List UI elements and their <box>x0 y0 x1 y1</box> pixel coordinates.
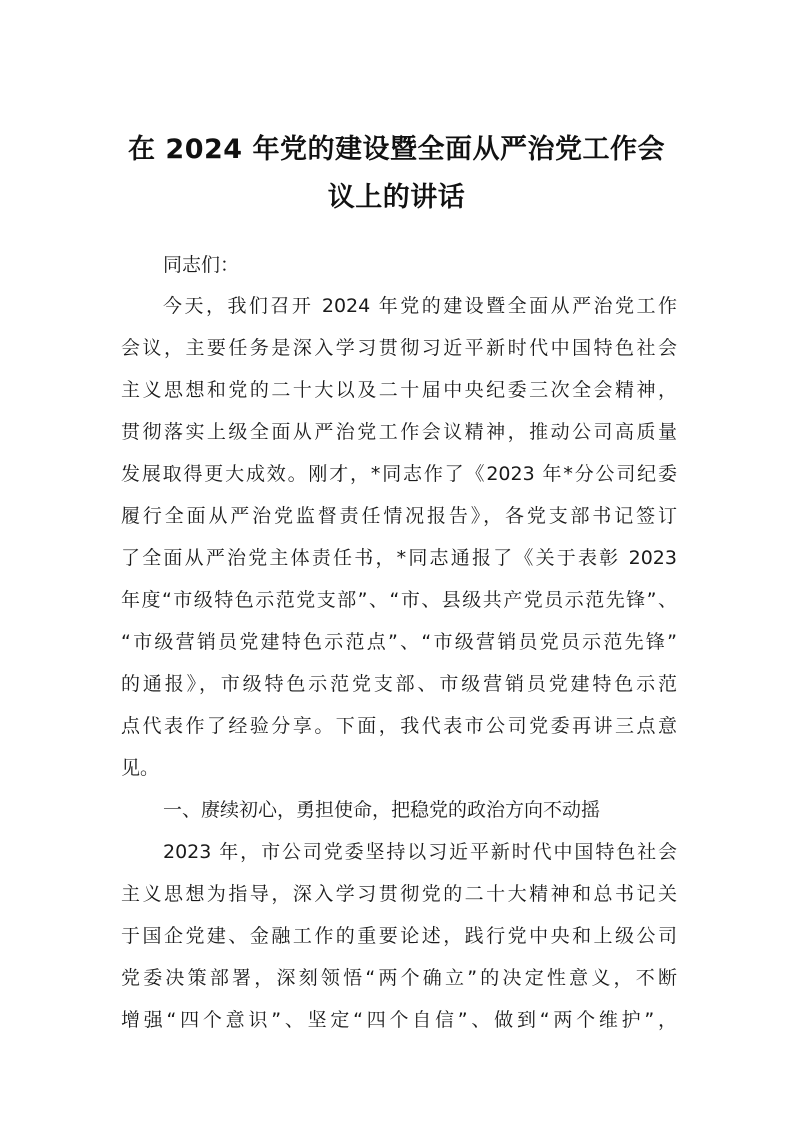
paragraph-line: 党委决策部署，深刻领悟“两个确立”的决定性意义，不断 <box>121 967 677 989</box>
section-heading: 一、赓续初心，勇担使命，把稳党的政治方向不动摇 <box>163 799 601 821</box>
paragraph-line: 贯彻落实上级全面从严治党工作会议精神，推动公司高质量 <box>121 421 677 443</box>
paragraph-line: 履行全面从严治党监督责任情况报告》，各党支部书记签订 <box>121 505 677 527</box>
paragraph-line: 增强“四个意识”、坚定“四个自信”、做到“两个维护”， <box>121 1009 677 1031</box>
paragraph-line: 主义思想为指导，深入学习贯彻党的二十大精神和总书记关 <box>121 883 677 905</box>
paragraph-line: 今天，我们召开 2024 年党的建设暨全面从严治党工作 <box>163 295 677 317</box>
document-title-line-2: 议上的讲话 <box>327 182 466 213</box>
paragraph-line: 的通报》，市级特色示范党支部、市级营销员党建特色示范 <box>121 673 677 695</box>
paragraph-line: 了全面从严治党主体责任书，*同志通报了《关于表彰 2023 <box>121 547 677 569</box>
paragraph-line: 年度“市级特色示范党支部”、“市、县级共产党员示范先锋”、 <box>121 589 677 611</box>
paragraph-line: 会议，主要任务是深入学习贯彻习近平新时代中国特色社会 <box>121 337 677 359</box>
paragraph-line: 主义思想和党的二十大以及二十届中央纪委三次全会精神， <box>121 379 677 401</box>
paragraph-line: 于国企党建、金融工作的重要论述，践行党中央和上级公司 <box>121 925 677 947</box>
document-title-line-1: 在 2024 年党的建设暨全面从严治党工作会 <box>128 134 665 165</box>
paragraph-line: 2023 年，市公司党委坚持以习近平新时代中国特色社会 <box>163 841 677 863</box>
paragraph-line: 点代表作了经验分享。下面，我代表市公司党委再讲三点意 <box>121 715 677 737</box>
paragraph-line: 见。 <box>121 757 160 779</box>
paragraph-line: “市级营销员党建特色示范点”、“市级营销员党员示范先锋” <box>121 631 677 653</box>
salutation: 同志们： <box>163 254 240 276</box>
paragraph-line: 发展取得更大成效。刚才，*同志作了《2023 年*分公司纪委 <box>121 463 677 485</box>
